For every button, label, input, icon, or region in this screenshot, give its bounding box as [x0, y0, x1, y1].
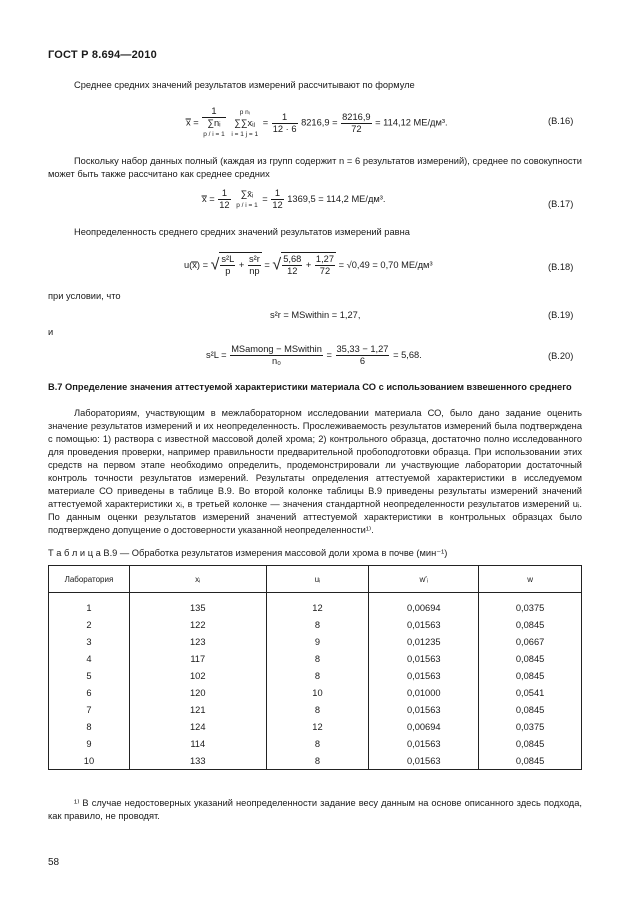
table-row: [49, 718, 582, 735]
table-cell: 0,0845: [479, 735, 582, 752]
table-cell: 10: [266, 684, 369, 701]
table-cell: 0,00694: [369, 718, 479, 735]
table-row: [49, 650, 582, 667]
eq16-number: (В.16): [548, 116, 574, 126]
table-cell: 2: [49, 616, 130, 633]
equation-b19: s²r = MSwithin = 1,27,: [270, 310, 361, 320]
table-cell: 3: [49, 633, 130, 650]
table-cell: 0,01563: [369, 701, 479, 718]
table-cell: 8: [266, 752, 369, 770]
eq20-number: (В.20): [548, 351, 574, 361]
table-cell: 8: [266, 667, 369, 684]
eq18-number: (В.18): [548, 262, 574, 272]
table-row: [49, 593, 582, 617]
table-cell: 8: [266, 701, 369, 718]
table-row: [49, 701, 582, 718]
table-row: [49, 752, 582, 770]
section-title: В.7 Определение значения аттестуемой характеристики материала СО с использованием взвешенного среднего: [48, 382, 572, 392]
table-cell: 0,01563: [369, 752, 479, 770]
table-cell: 133: [129, 752, 266, 770]
and-text: и: [48, 327, 54, 337]
table-cell: 8: [49, 718, 130, 735]
table-cell: 135: [129, 593, 266, 617]
table-cell: 5: [49, 667, 130, 684]
table-cell: 0,0845: [479, 650, 582, 667]
col-header-w: w: [479, 566, 582, 593]
table-cell: 0,01563: [369, 650, 479, 667]
table-cell: 122: [129, 616, 266, 633]
table-header-row: [49, 566, 582, 593]
table-cell: 0,01235: [369, 633, 479, 650]
table-cell: 120: [129, 684, 266, 701]
table-cell: 0,01563: [369, 616, 479, 633]
table-cell: 102: [129, 667, 266, 684]
table-cell: 1: [49, 593, 130, 617]
col-header-lab: Лаборатория: [49, 566, 130, 593]
table-cell: 114: [129, 735, 266, 752]
table-cell: 0,0667: [479, 633, 582, 650]
table-cell: 0,01000: [369, 684, 479, 701]
paragraph-uncertainty: Неопределенность среднего средних значений результатов измерений равна: [74, 227, 410, 237]
table-caption: Т а б л и ц а В.9 — Обработка результатов измерения массовой доли хрома в почве (мин⁻¹): [48, 548, 448, 558]
table-cell: 8: [266, 650, 369, 667]
table-row: [49, 735, 582, 752]
results-table: [48, 565, 582, 770]
eq17-number: (В.17): [548, 199, 574, 209]
document-header: ГОСТ Р 8.694—2010: [48, 49, 157, 61]
table-cell: 0,0845: [479, 752, 582, 770]
table-cell: 4: [49, 650, 130, 667]
table-cell: 0,00694: [369, 593, 479, 617]
table-cell: 117: [129, 650, 266, 667]
eq19-number: (В.19): [548, 310, 574, 320]
eq16-double-sum: p nᵢ ∑∑xᵢⱼ i = 1 j = 1: [231, 108, 259, 138]
table-cell: 10: [49, 752, 130, 770]
table-cell: 8: [266, 616, 369, 633]
eq16-frac1: 1 ∑nᵢ p / i = 1: [203, 106, 225, 138]
section-body: Лабораториям, участвующим в межлабораторном исследовании материала СО, было дано задание оценить значение результатов измерений и их неопределенность. Прослеживаемость результатов измерений была подтверждена с помощью: 1) раствора с известной массовой долей хрома; 2) контрольного образца, достаточно полно исследованного для проведения проверки, например правильности предварительной пробоподготовки образца. При использовании этих средств на первом этапе необходимо определить, продемонстрировали ли участвующие лаборатории достаточный контроль точности результатов измерений. Результаты определения аттестуемой характеристики в исследуемом материале СО приведены в таблице В.9. Во второй колонке таблицы В.9 приведены результаты измерений значений аттестуемой характеристики xᵢ, в третьей колонке — значения стандартной неопределенности результатов измерений uᵢ. По данным оценки результатов измерений значений аттестуемой характеристики в контрольных образцах было подтверждено допущение о достоверности указанной неопределенности¹⁾.: [48, 408, 582, 535]
table-row: [49, 633, 582, 650]
col-header-xi: xᵢ: [129, 566, 266, 593]
page-number: 58: [48, 857, 60, 868]
table-cell: 12: [266, 718, 369, 735]
table-cell: 12: [266, 593, 369, 617]
table-cell: 0,01563: [369, 667, 479, 684]
table-cell: 0,0845: [479, 667, 582, 684]
footnote: ¹⁾ В случае недостоверных указаний неопределенности задание весу данным на основе описанного здесь подхода, как правило, не проводят.: [48, 798, 582, 821]
table-cell: 9: [266, 633, 369, 650]
table-cell: 9: [49, 735, 130, 752]
table-cell: 124: [129, 718, 266, 735]
table-cell: 8: [266, 735, 369, 752]
equation-b18: u(x̿) = √ $\frac{\text{s²L}}{p}$ + $\frac{\text{s²r}}{np}$ = √ $\frac{5,68}{12}$ + $\frac{1,27}{72}$ = √0,49 = 0,70 МЕ/дм³: [184, 254, 433, 276]
table-cell: 7: [49, 701, 130, 718]
table-row: [49, 616, 582, 633]
table-cell: 0,0845: [479, 616, 582, 633]
intro-paragraph: Среднее средних значений результатов измерений рассчитывают по формуле: [74, 80, 415, 90]
eq16-lhs: x̿: [186, 117, 191, 128]
col-header-wi-prime: w′ᵢ: [369, 566, 479, 593]
table-row: [49, 667, 582, 684]
table-cell: 0,0375: [479, 718, 582, 735]
table-cell: 123: [129, 633, 266, 650]
table-cell: 0,0375: [479, 593, 582, 617]
eq16-frac3: $\frac{8216,9}{72}$: [342, 111, 371, 134]
eq16-frac2: $\frac{1}{12 \cdot 6}$: [272, 111, 297, 134]
table-cell: 121: [129, 701, 266, 718]
equation-b16: x̿ = 1 ∑nᵢ p / i = 1 p nᵢ ∑∑xᵢⱼ i = 1 j = 1 = $\frac{1}{12 \cdot 6}$ 8216,9 = $\frac{8216,9}{72}$ = 114,12 МЕ/дм³.: [186, 106, 448, 138]
table-cell: 6: [49, 684, 130, 701]
paragraph-complete-dataset: Поскольку набор данных полный (каждая из групп содержит n = 6 результатов измерений), среднее по совокупности может быть также рассчитано как среднее средних: [48, 156, 582, 179]
equation-b20: s²L = $\frac{\text{MSamong − MSwithin}}{\text{n₀}}$ = $\frac{35,33 - 1,27}{6}$ = 5,68.: [206, 344, 422, 366]
equation-b17: x̿ = $\frac{1}{12}$ ∑x̄ᵢ p / i = 1 = $\frac{1}{12}$ 1369,5 = 114,2 МЕ/дм³.: [202, 188, 386, 210]
table-cell: 0,01563: [369, 735, 479, 752]
condition-text: при условии, что: [48, 291, 121, 301]
col-header-ui: uᵢ: [266, 566, 369, 593]
table-cell: 0,0541: [479, 684, 582, 701]
table-row: [49, 684, 582, 701]
table-cell: 0,0845: [479, 701, 582, 718]
